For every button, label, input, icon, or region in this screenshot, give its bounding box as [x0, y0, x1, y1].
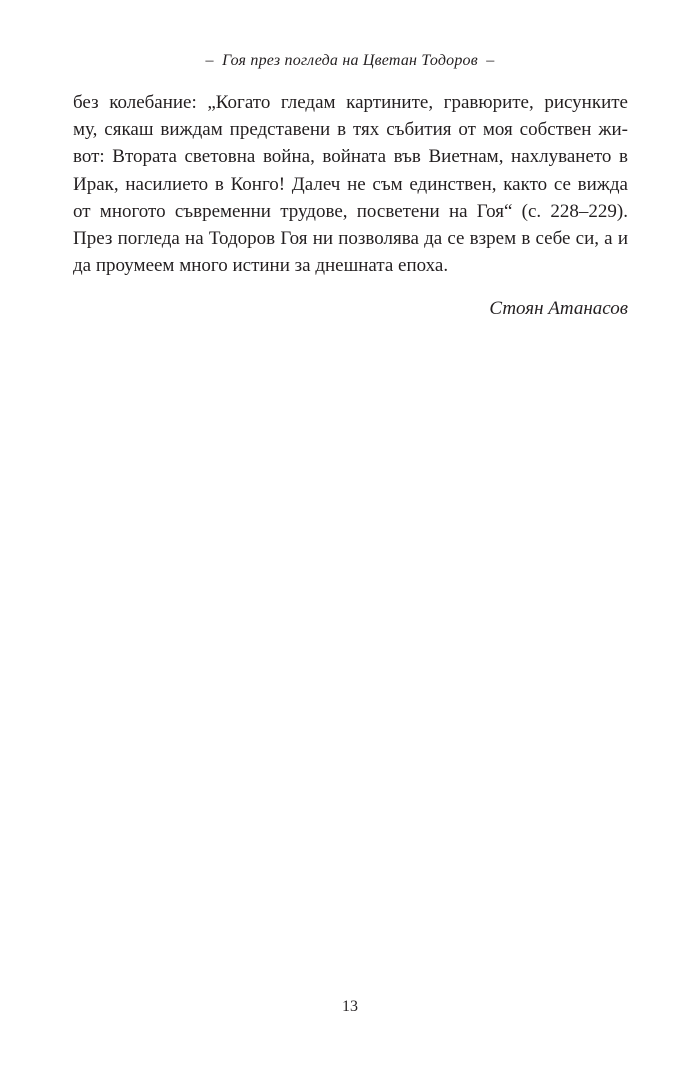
- page-number: 13: [342, 998, 358, 1015]
- body-paragraph: [73, 89, 628, 279]
- paragraph-line: вот: Втората световна война, войната във Виетнам, нахлуването в: [73, 146, 628, 168]
- paragraph-line: от многото съвременни трудове, посветени на Гоя“ (с. 228–229).: [73, 200, 628, 222]
- author-signature: Стоян Атанасов: [489, 298, 628, 319]
- paragraph-line: му, сякаш виждам представени в тях събития от моя собствен жи-: [73, 119, 628, 141]
- paragraph-line: Ирак, насилието в Конго! Далеч не съм единствен, както се вижда: [73, 173, 628, 195]
- paragraph-line: През погледа на Тодоров Гоя ни позволява да се взрем в себе си, а и: [73, 228, 628, 250]
- paragraph-line: да проумеем много истини за днешната епоха.: [73, 255, 449, 277]
- running-header: – Гоя през погледа на Цветан Тодоров –: [205, 52, 495, 69]
- paragraph-line: без колебание: „Когато гледам картините, гравюрите, рисунките: [73, 92, 628, 113]
